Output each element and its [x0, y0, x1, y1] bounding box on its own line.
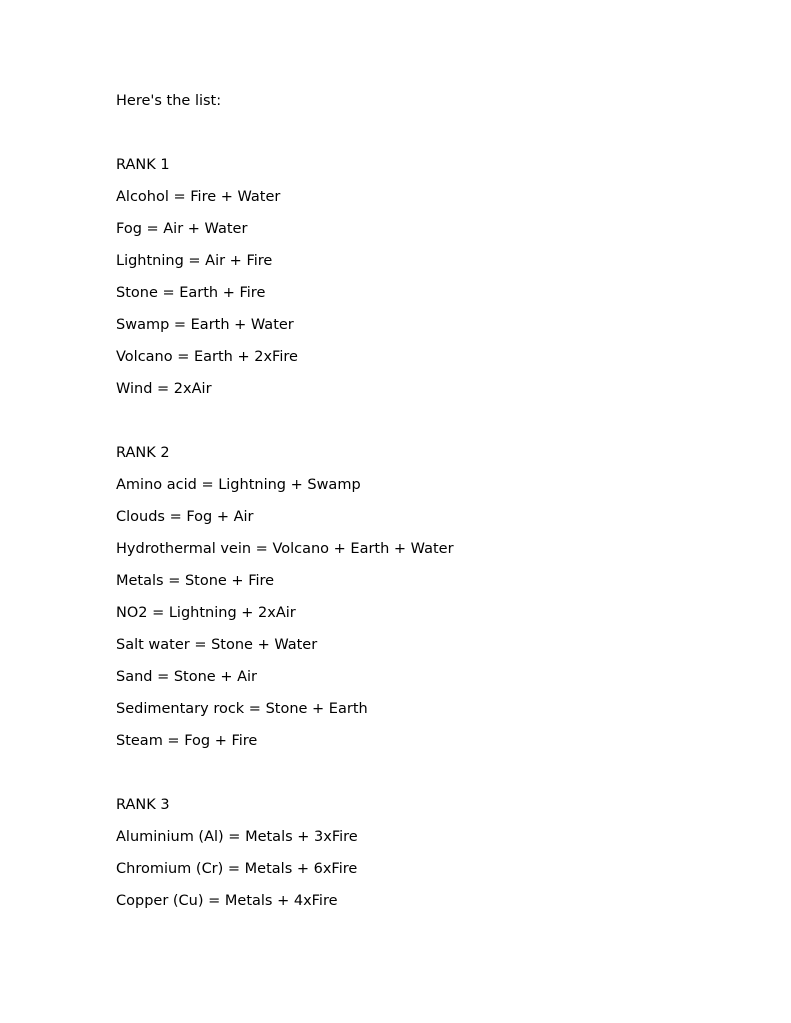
list-item: Lightning = Air + Fire	[116, 253, 273, 269]
document-page	[116, 91, 756, 911]
list-item: Stone = Earth + Fire	[116, 285, 266, 301]
list-item: Aluminium (Al) = Metals + 3xFire	[116, 829, 358, 845]
rank-2-heading: RANK 2	[116, 445, 170, 461]
rank-3-list	[116, 827, 756, 911]
list-item: Amino acid = Lightning + Swamp	[116, 477, 361, 493]
list-item: Alcohol = Fire + Water	[116, 189, 281, 205]
list-item: Swamp = Earth + Water	[116, 317, 294, 333]
rank-1-section	[116, 155, 756, 399]
rank-2-list	[116, 475, 756, 751]
list-item: Steam = Fog + Fire	[116, 733, 258, 749]
list-item: Sand = Stone + Air	[116, 669, 257, 685]
list-item: Chromium (Cr) = Metals + 6xFire	[116, 861, 358, 877]
list-item: Sedimentary rock = Stone + Earth	[116, 701, 368, 717]
list-item: Fog = Air + Water	[116, 221, 248, 237]
list-item: Volcano = Earth + 2xFire	[116, 349, 298, 365]
list-item: Clouds = Fog + Air	[116, 509, 254, 525]
rank-2-section	[116, 443, 756, 751]
list-item: Copper (Cu) = Metals + 4xFire	[116, 893, 338, 909]
rank-1-heading: RANK 1	[116, 157, 170, 173]
list-item: Hydrothermal vein = Volcano + Earth + Water	[116, 541, 454, 557]
rank-3-section	[116, 795, 756, 911]
list-item: Salt water = Stone + Water	[116, 637, 318, 653]
rank-3-heading: RANK 3	[116, 797, 170, 813]
list-item: NO2 = Lightning + 2xAir	[116, 605, 296, 621]
rank-1-list	[116, 187, 756, 399]
list-item: Wind = 2xAir	[116, 381, 212, 397]
intro-text: Here's the list:	[116, 93, 222, 109]
list-item: Metals = Stone + Fire	[116, 573, 275, 589]
